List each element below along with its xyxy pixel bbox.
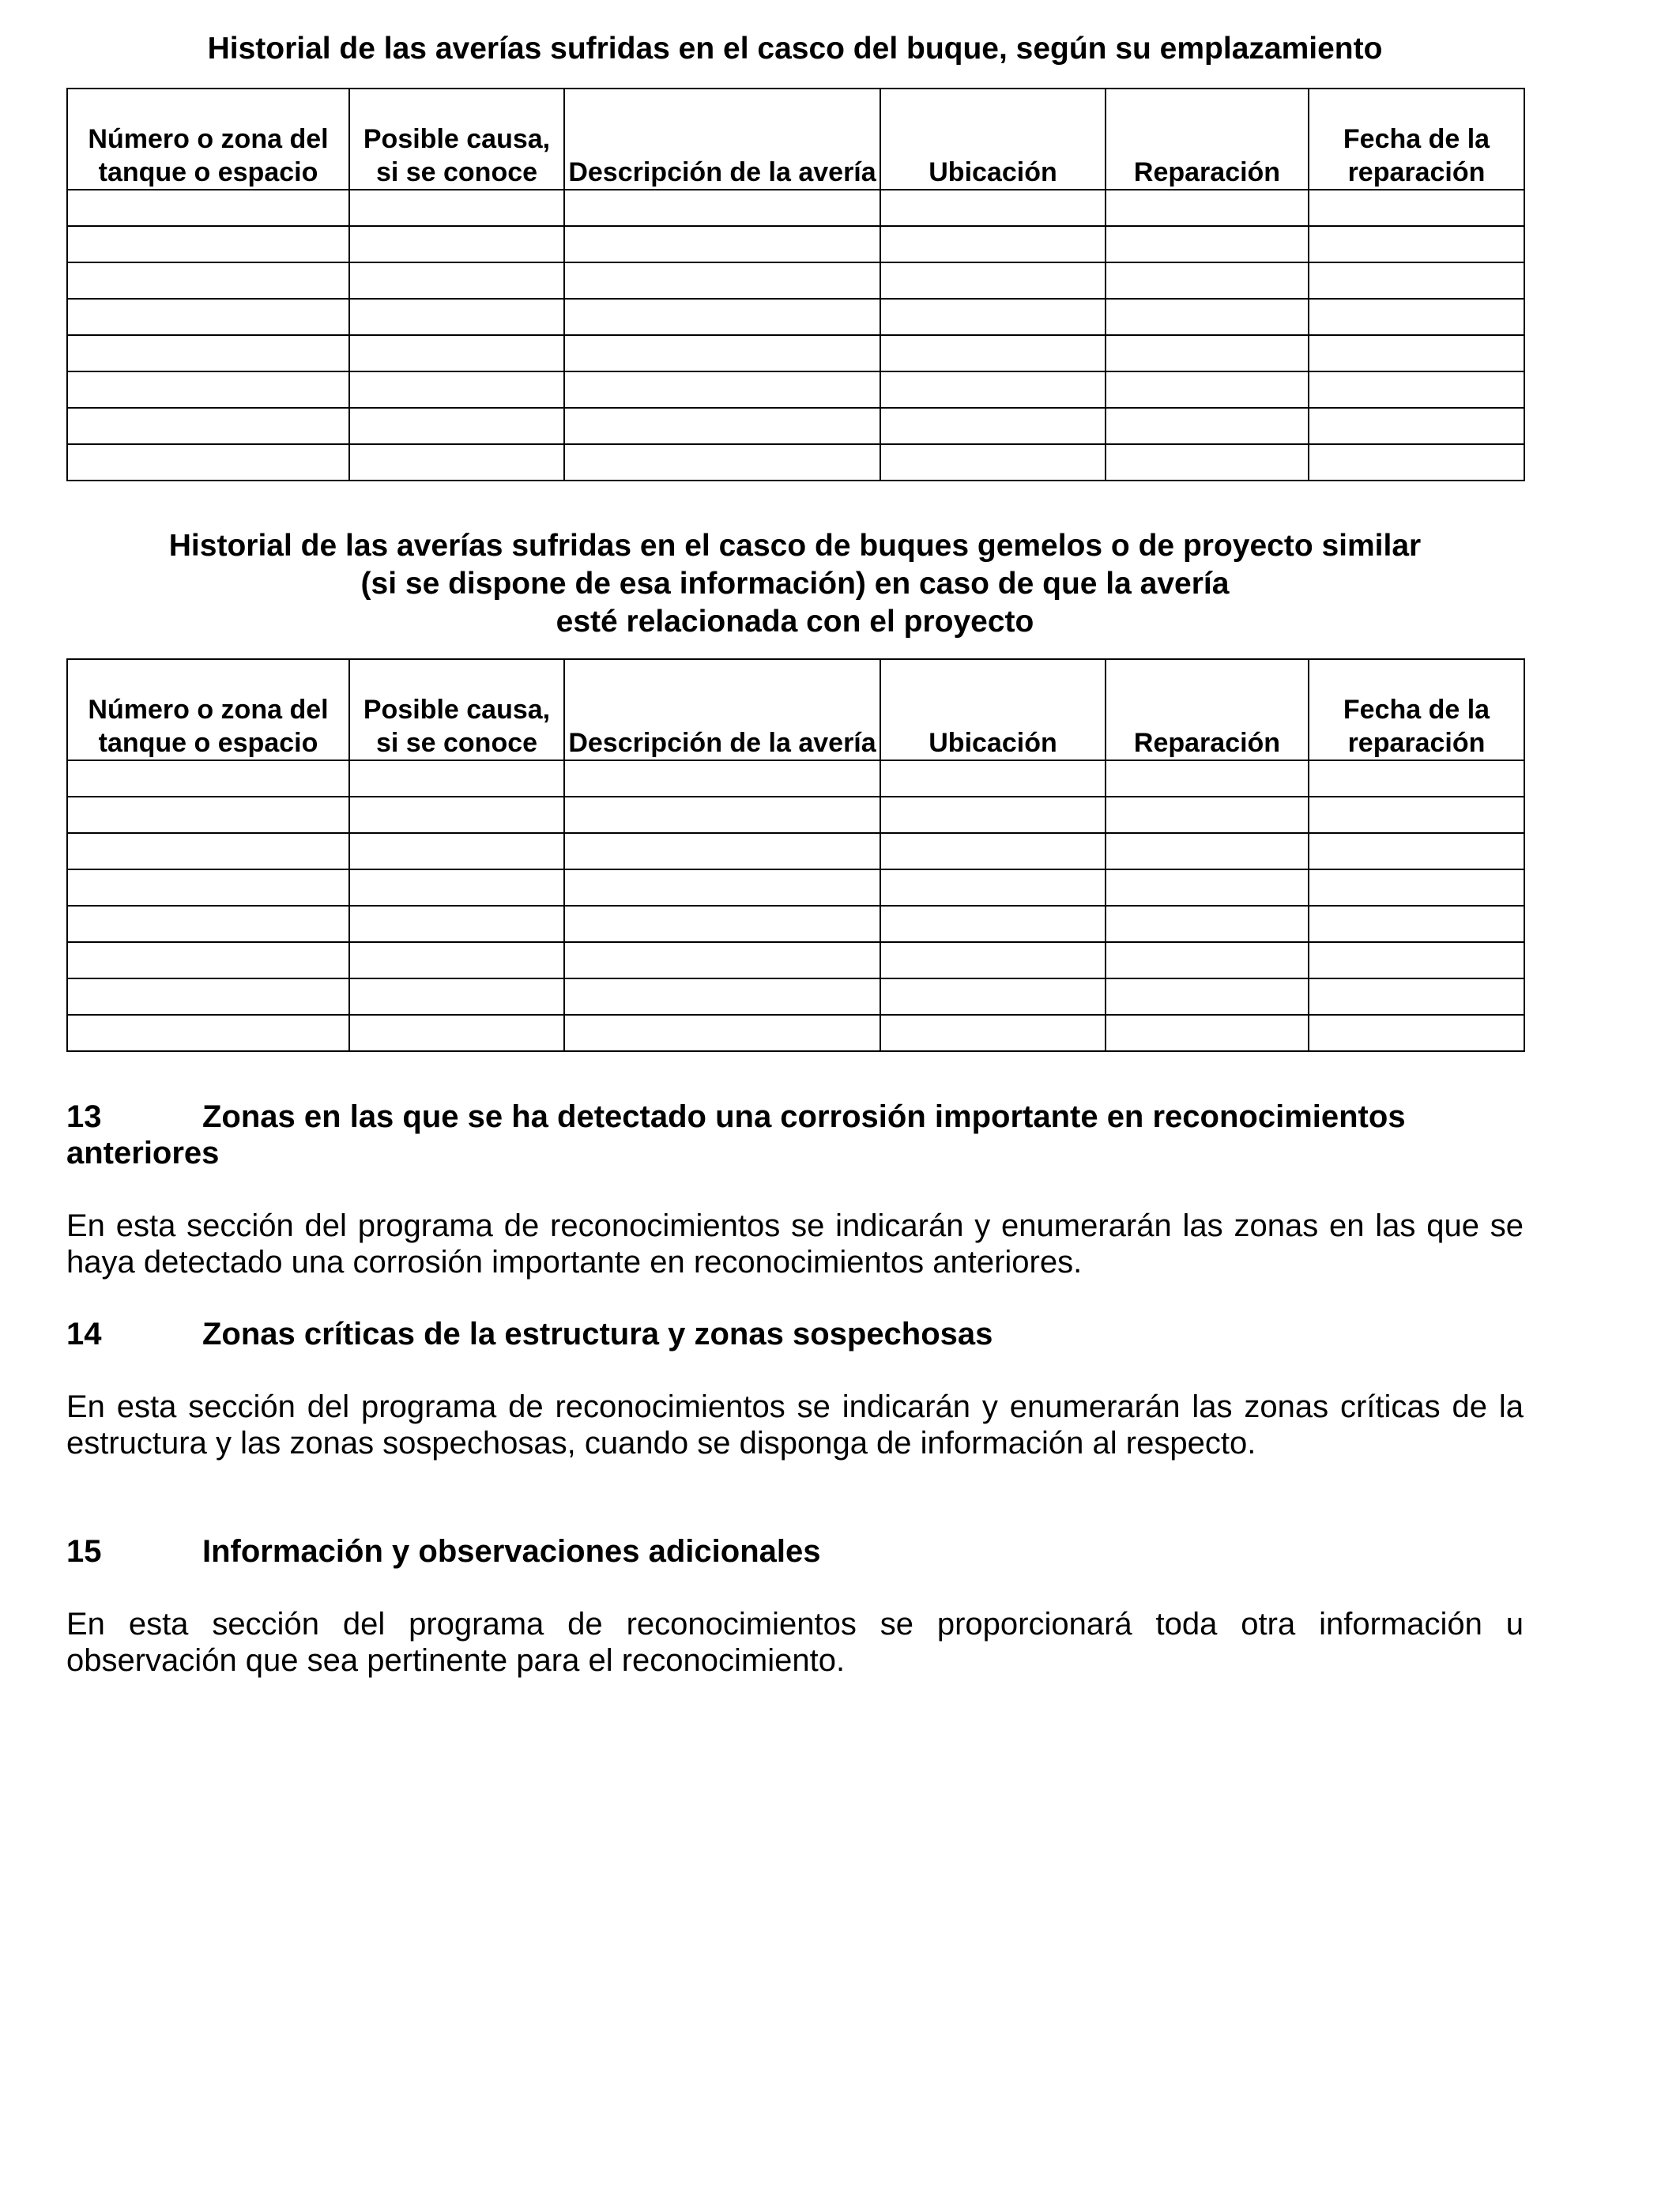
table-cell[interactable] bbox=[880, 335, 1106, 371]
table-cell[interactable] bbox=[1106, 226, 1309, 262]
table-cell[interactable] bbox=[1309, 906, 1524, 942]
table-cell[interactable] bbox=[1309, 226, 1524, 262]
table-cell[interactable] bbox=[67, 190, 349, 226]
table-cell[interactable] bbox=[564, 371, 880, 408]
table-body bbox=[67, 190, 1524, 481]
table-cell[interactable] bbox=[880, 190, 1106, 226]
table-cell[interactable] bbox=[1309, 444, 1524, 481]
table-cell[interactable] bbox=[880, 371, 1106, 408]
table-cell[interactable] bbox=[1309, 760, 1524, 797]
table-cell[interactable] bbox=[67, 797, 349, 833]
table-cell[interactable] bbox=[880, 760, 1106, 797]
section-number: 14 bbox=[66, 1317, 102, 1351]
table-cell[interactable] bbox=[349, 833, 564, 869]
table-cell[interactable] bbox=[1106, 190, 1309, 226]
table-cell[interactable] bbox=[349, 1015, 564, 1051]
table2-title-line: esté relacionada con el proyecto bbox=[556, 605, 1034, 639]
table-row bbox=[67, 190, 1524, 226]
table-cell[interactable] bbox=[349, 408, 564, 444]
section-title: Información y observaciones adicionales bbox=[202, 1534, 821, 1569]
table-cell[interactable] bbox=[564, 299, 880, 335]
table-row bbox=[67, 226, 1524, 262]
table-cell[interactable] bbox=[1309, 262, 1524, 299]
table-cell[interactable] bbox=[564, 869, 880, 906]
table-cell[interactable] bbox=[880, 942, 1106, 978]
table-cell[interactable] bbox=[564, 797, 880, 833]
table-cell[interactable] bbox=[880, 833, 1106, 869]
table-cell[interactable] bbox=[67, 299, 349, 335]
table-row bbox=[67, 262, 1524, 299]
table-cell[interactable] bbox=[67, 335, 349, 371]
table-cell[interactable] bbox=[349, 906, 564, 942]
table-cell[interactable] bbox=[564, 408, 880, 444]
table-row bbox=[67, 760, 1524, 797]
table-cell[interactable] bbox=[349, 226, 564, 262]
table-cell[interactable] bbox=[564, 1015, 880, 1051]
table-cell[interactable] bbox=[564, 833, 880, 869]
table-cell[interactable] bbox=[880, 444, 1106, 481]
column-header-repair: Reparación bbox=[1106, 89, 1309, 190]
table-cell[interactable] bbox=[564, 760, 880, 797]
table-row bbox=[67, 869, 1524, 906]
table-cell[interactable] bbox=[880, 906, 1106, 942]
table-cell[interactable] bbox=[564, 444, 880, 481]
table-cell[interactable] bbox=[1106, 299, 1309, 335]
table1-title: Historial de las averías sufridas en el casco del buque, según su emplazamiento bbox=[207, 32, 1383, 66]
table-row bbox=[67, 978, 1524, 1015]
table-cell[interactable] bbox=[880, 797, 1106, 833]
table-cell[interactable] bbox=[349, 190, 564, 226]
table-cell[interactable] bbox=[564, 335, 880, 371]
table-cell[interactable] bbox=[1309, 299, 1524, 335]
section-15-heading bbox=[66, 1533, 1524, 1570]
column-header-location: Ubicación bbox=[880, 89, 1106, 190]
table-cell[interactable] bbox=[67, 942, 349, 978]
column-header-cause: Posible causa, si se conoce bbox=[349, 659, 564, 760]
table-cell[interactable] bbox=[349, 371, 564, 408]
table-cell[interactable] bbox=[67, 371, 349, 408]
section-number: 15 bbox=[66, 1534, 102, 1569]
section-number: 13 bbox=[66, 1099, 102, 1134]
table-cell[interactable] bbox=[880, 978, 1106, 1015]
table-cell[interactable] bbox=[880, 408, 1106, 444]
table2-title bbox=[66, 527, 1524, 641]
table-cell[interactable] bbox=[880, 262, 1106, 299]
table-cell[interactable] bbox=[564, 978, 880, 1015]
table-cell[interactable] bbox=[880, 226, 1106, 262]
table-cell[interactable] bbox=[1106, 760, 1309, 797]
table-cell[interactable] bbox=[1106, 797, 1309, 833]
damage-history-table bbox=[66, 88, 1525, 481]
table-cell[interactable] bbox=[349, 760, 564, 797]
table-cell[interactable] bbox=[67, 978, 349, 1015]
table-header-row bbox=[67, 659, 1524, 760]
table-cell[interactable] bbox=[1106, 906, 1309, 942]
table-cell[interactable] bbox=[1309, 1015, 1524, 1051]
table-row bbox=[67, 335, 1524, 371]
table-cell[interactable] bbox=[67, 408, 349, 444]
table-row bbox=[67, 299, 1524, 335]
table-cell[interactable] bbox=[349, 299, 564, 335]
table-cell[interactable] bbox=[349, 262, 564, 299]
table-cell[interactable] bbox=[564, 190, 880, 226]
table-cell[interactable] bbox=[1106, 444, 1309, 481]
section-title: Zonas en las que se ha detectado una corrosión importante en reconocimientos anteriores bbox=[66, 1099, 1406, 1171]
table-cell[interactable] bbox=[1106, 978, 1309, 1015]
table-cell[interactable] bbox=[1309, 978, 1524, 1015]
table-cell[interactable] bbox=[1309, 797, 1524, 833]
table-cell[interactable] bbox=[880, 869, 1106, 906]
table-cell[interactable] bbox=[349, 869, 564, 906]
table-cell[interactable] bbox=[1106, 869, 1309, 906]
table-cell[interactable] bbox=[67, 1015, 349, 1051]
table-cell[interactable] bbox=[1106, 1015, 1309, 1051]
table2-title-line: Historial de las averías sufridas en el casco de buques gemelos o de proyecto similar bbox=[168, 529, 1422, 563]
table-cell[interactable] bbox=[1309, 190, 1524, 226]
section-15-text: En esta sección del programa de reconocimientos se proporcionará toda otra información u observación que sea pertinente para el reconocimiento. bbox=[66, 1607, 1524, 1678]
column-header-repair-date: Fecha de la reparación bbox=[1309, 659, 1524, 760]
table-row bbox=[67, 1015, 1524, 1051]
table-row bbox=[67, 942, 1524, 978]
table-cell[interactable] bbox=[67, 760, 349, 797]
column-header-description: Descripción de la avería bbox=[564, 89, 880, 190]
section-13-text: En esta sección del programa de reconocimientos se indicarán y enumerarán las zonas en las que se haya detectado una corrosión importante en reconocimientos anteriores. bbox=[66, 1208, 1524, 1280]
table-cell[interactable] bbox=[67, 869, 349, 906]
table-cell[interactable] bbox=[1106, 335, 1309, 371]
table-row bbox=[67, 408, 1524, 444]
table-cell[interactable] bbox=[564, 942, 880, 978]
table-cell[interactable] bbox=[1309, 371, 1524, 408]
column-header-description: Descripción de la avería bbox=[564, 659, 880, 760]
sister-ship-damage-table bbox=[66, 658, 1525, 1052]
table-row bbox=[67, 906, 1524, 942]
column-header-location: Ubicación bbox=[880, 659, 1106, 760]
table-cell[interactable] bbox=[349, 444, 564, 481]
table-cell[interactable] bbox=[1309, 335, 1524, 371]
table-cell[interactable] bbox=[564, 906, 880, 942]
table-cell[interactable] bbox=[1106, 262, 1309, 299]
table-row bbox=[67, 444, 1524, 481]
table-cell[interactable] bbox=[349, 978, 564, 1015]
table-cell[interactable] bbox=[880, 299, 1106, 335]
table-cell[interactable] bbox=[1309, 942, 1524, 978]
table-cell[interactable] bbox=[1106, 942, 1309, 978]
table-cell[interactable] bbox=[67, 444, 349, 481]
table-row bbox=[67, 797, 1524, 833]
table-cell[interactable] bbox=[349, 335, 564, 371]
column-header-tank: Número o zona del tanque o espacio bbox=[67, 89, 349, 190]
table2-title-line: (si se dispone de esa información) en caso de que la avería bbox=[360, 567, 1230, 601]
column-header-cause: Posible causa, si se conoce bbox=[349, 89, 564, 190]
table-cell[interactable] bbox=[564, 262, 880, 299]
table-cell[interactable] bbox=[564, 226, 880, 262]
table-cell[interactable] bbox=[1106, 371, 1309, 408]
table-row bbox=[67, 833, 1524, 869]
table-cell[interactable] bbox=[1106, 408, 1309, 444]
column-header-repair: Reparación bbox=[1106, 659, 1309, 760]
table-cell[interactable] bbox=[67, 262, 349, 299]
table-cell[interactable] bbox=[1309, 833, 1524, 869]
section-14-heading bbox=[66, 1316, 1524, 1352]
table-cell[interactable] bbox=[67, 906, 349, 942]
table-header-row bbox=[67, 89, 1524, 190]
section-13-heading bbox=[66, 1099, 1524, 1171]
column-header-repair-date: Fecha de la reparación bbox=[1309, 89, 1524, 190]
section-title: Zonas críticas de la estructura y zonas sospechosas bbox=[202, 1317, 993, 1351]
table-row bbox=[67, 371, 1524, 408]
table-body bbox=[67, 760, 1524, 1051]
table-cell[interactable] bbox=[1309, 408, 1524, 444]
table-cell[interactable] bbox=[349, 797, 564, 833]
column-header-tank: Número o zona del tanque o espacio bbox=[67, 659, 349, 760]
section-14-text: En esta sección del programa de reconocimientos se indicarán y enumerarán las zonas críticas de la estructura y las zonas sospechosas, cuando se disponga de información al respecto. bbox=[66, 1389, 1524, 1461]
table-cell[interactable] bbox=[1106, 833, 1309, 869]
table-cell[interactable] bbox=[67, 833, 349, 869]
table-cell[interactable] bbox=[1309, 869, 1524, 906]
table-cell[interactable] bbox=[880, 1015, 1106, 1051]
table-cell[interactable] bbox=[349, 942, 564, 978]
table-cell[interactable] bbox=[67, 226, 349, 262]
